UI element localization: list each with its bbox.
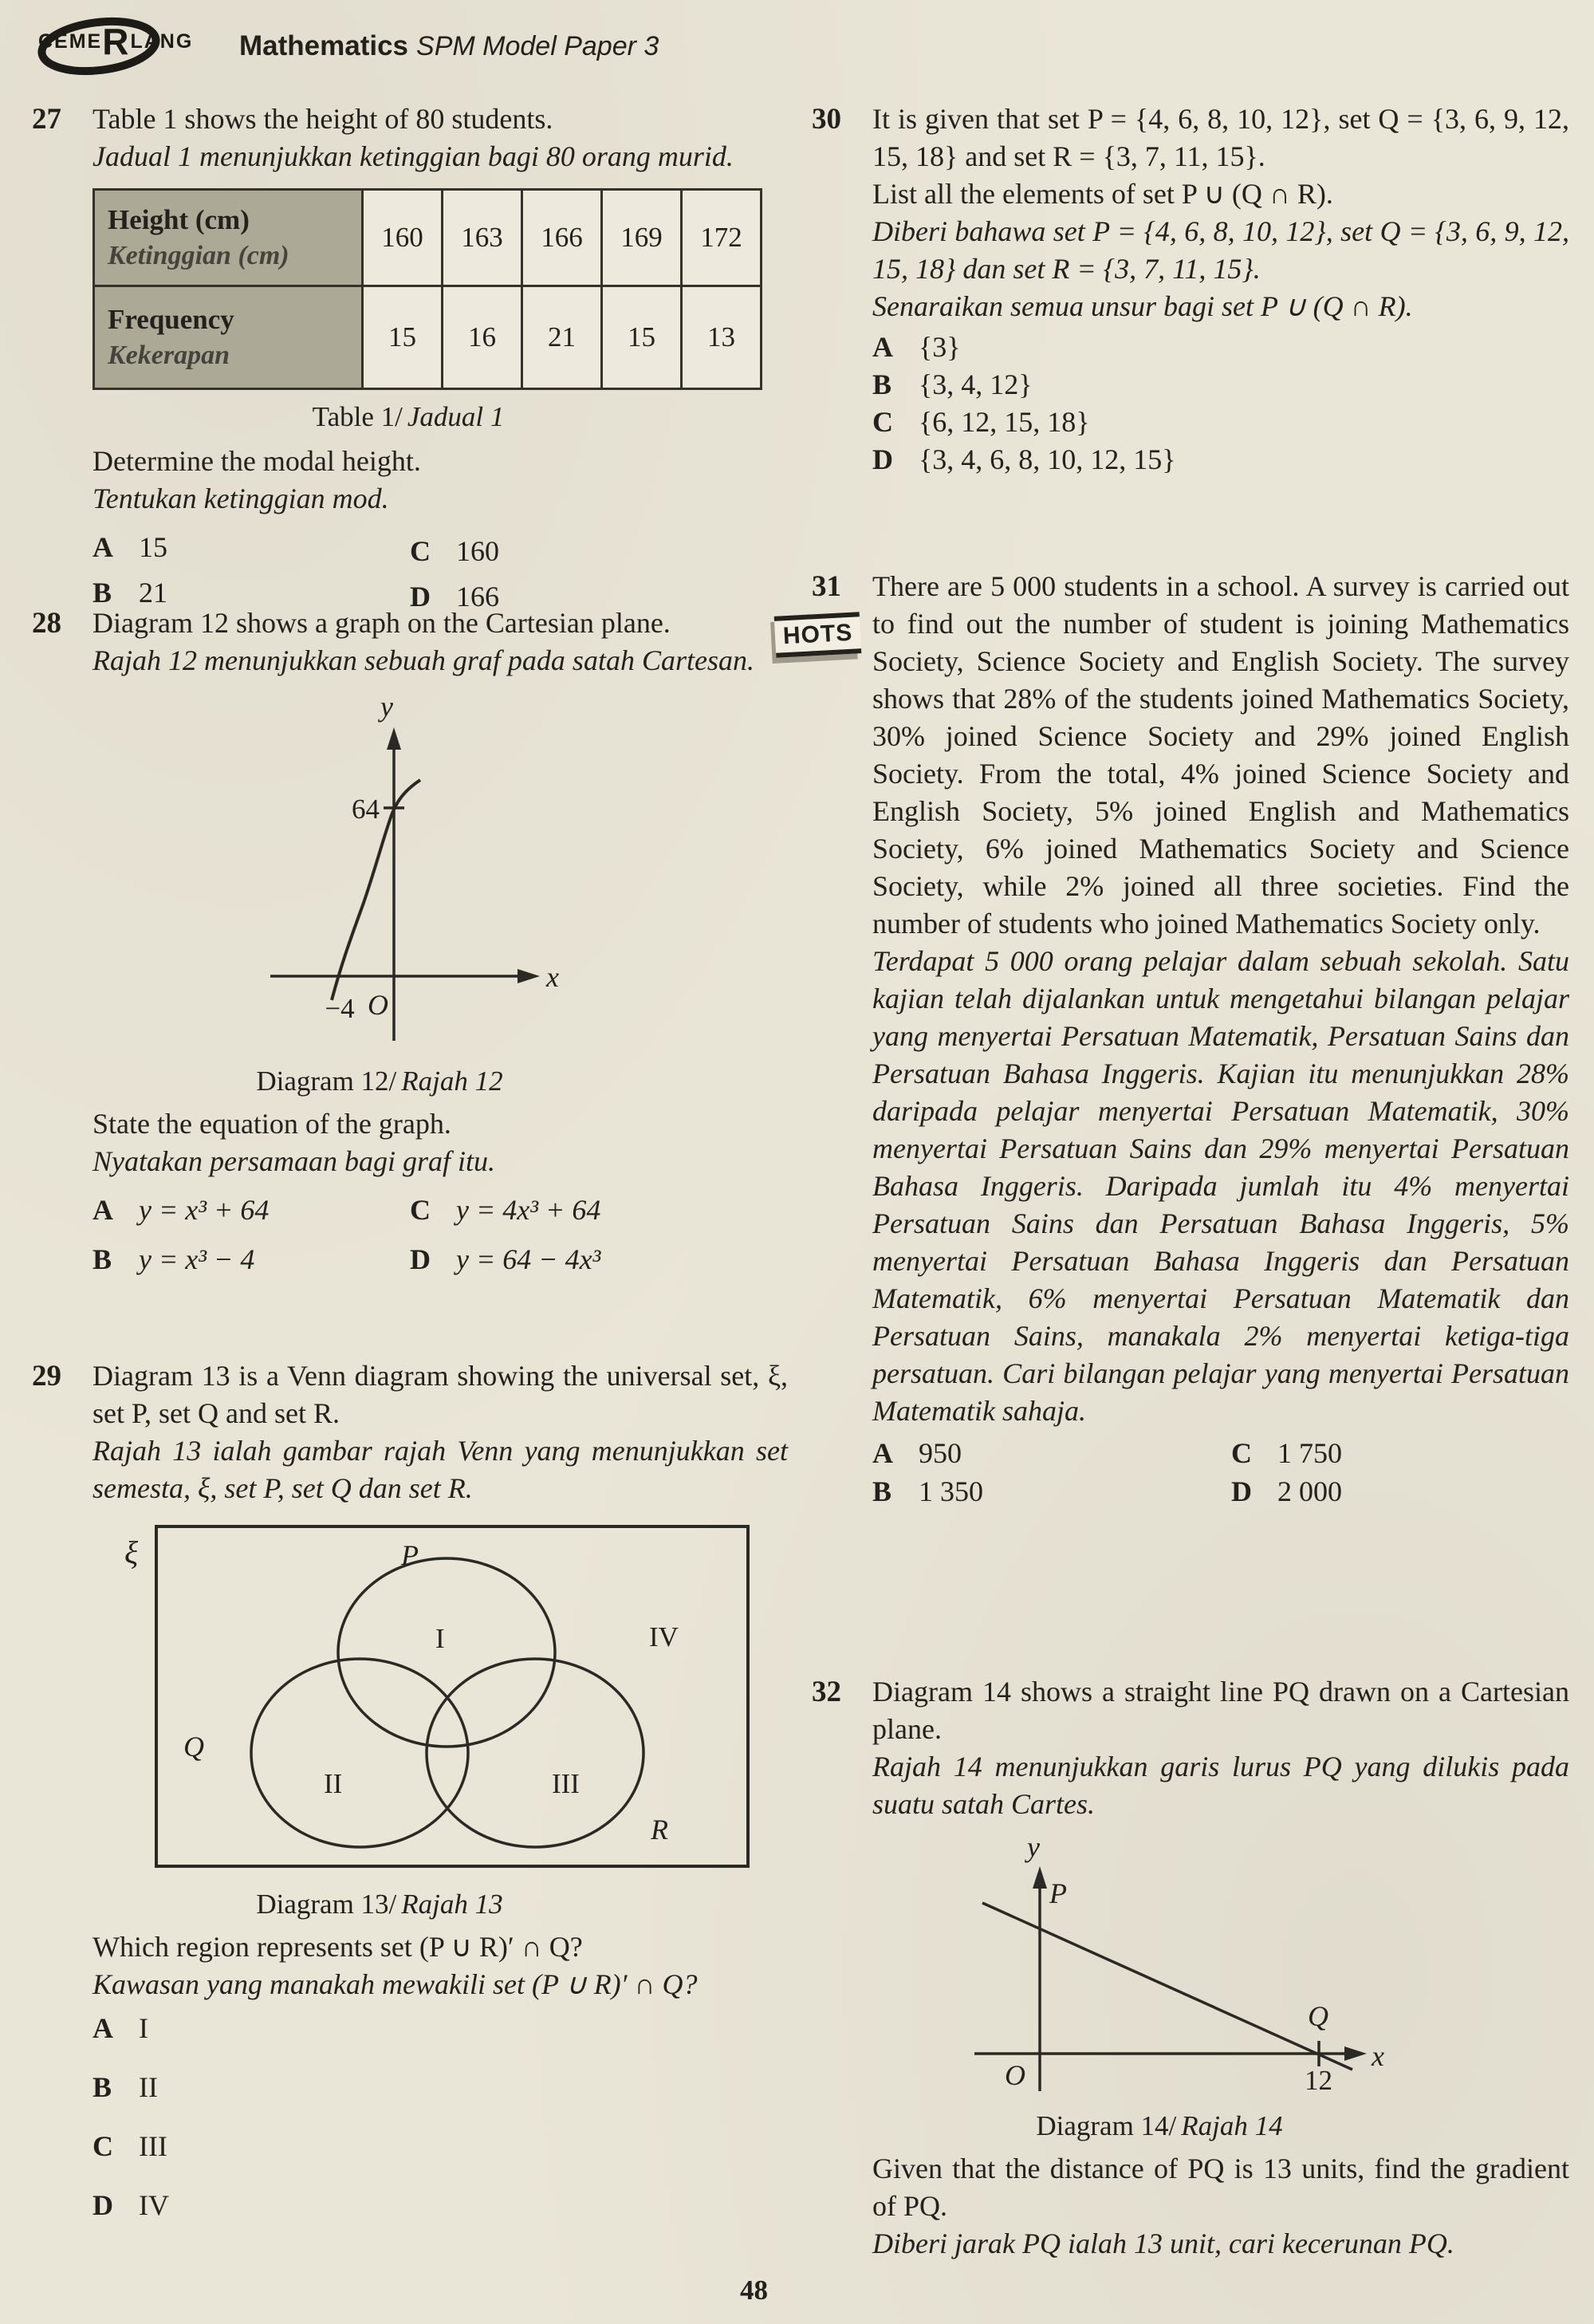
option-value: y = x³ − 4: [139, 1243, 255, 1275]
question-32-number: 32: [812, 1676, 841, 1708]
height-cell: 169: [602, 190, 682, 286]
x-axis-arrow-icon: [518, 969, 540, 983]
q27-frequency-table: [92, 188, 762, 390]
option-value: 21: [139, 577, 167, 609]
question-27: [32, 100, 791, 623]
option-letter: D: [872, 443, 893, 475]
header-frequency-en: Frequency: [108, 304, 234, 335]
option-value: {6, 12, 15, 18}: [919, 406, 1090, 438]
option-value: {3, 4, 6, 8, 10, 12, 15}: [919, 443, 1176, 475]
q27-ask-ms: Tentukan ketinggian mod.: [92, 483, 389, 514]
universal-set-label: ξ: [124, 1534, 139, 1570]
diagram-14-line-graph: [960, 1834, 1395, 2099]
option-a: [92, 2010, 791, 2047]
option-d: [1231, 1473, 1342, 1511]
option-letter: B: [92, 2071, 112, 2103]
q28-text-en: Diagram 12 shows a graph on the Cartesian plane.: [92, 607, 671, 639]
frequency-cell: 15: [602, 286, 682, 389]
q31-options: [872, 1435, 1571, 1515]
x-value-label: 12: [1305, 2065, 1332, 2096]
x-intercept-label: −4: [325, 993, 355, 1024]
option-value: 950: [919, 1437, 962, 1469]
option-letter: C: [1231, 1437, 1252, 1469]
option-letter: B: [92, 1243, 112, 1275]
header-height-en: Height (cm): [108, 204, 250, 235]
frequency-cell: 16: [443, 286, 522, 389]
diagram-13-caption-ms: Rajah 13: [401, 1889, 503, 1920]
option-value: y = x³ + 64: [139, 1194, 270, 1226]
option-value: IV: [139, 2189, 169, 2221]
question-32: [812, 1673, 1571, 2263]
option-c: [1231, 1435, 1342, 1472]
q27-text-ms: Jadual 1 menunjukkan ketinggian bagi 80 orang murid.: [92, 140, 734, 172]
option-value: 160: [456, 535, 499, 567]
q31-text-en: There are 5 000 students in a school. A survey is carried out to find out the number of student is joining Mathematics Society, Science Society and English Society. The survey shows that 28% of the students joined Mathematics Society, 30% joined Science Society and 29% joined English Society. From the total, 4% joined Science Society and English Society, 5% joined English and Mathematics Society, 6% joined Mathematics Society and Science Society, while 2% joined all three societies. Find the number of students who joined Mathematics Society only.: [872, 570, 1569, 939]
option-letter: A: [872, 331, 893, 363]
option-d: [872, 441, 1571, 479]
q28-text-ms: Rajah 12 menunjukkan sebuah graf pada satah Cartesan.: [92, 644, 754, 676]
option-letter: C: [872, 406, 893, 438]
height-cell: 160: [363, 190, 443, 286]
brand-header: [29, 13, 659, 80]
diagram-13-venn: [118, 1517, 756, 1877]
table-caption: [92, 400, 724, 435]
option-b: [872, 1473, 983, 1511]
region-iv-label: IV: [649, 1621, 679, 1652]
option-value: I: [139, 2012, 148, 2044]
x-axis-label: x: [546, 961, 559, 993]
option-letter: A: [92, 2012, 113, 2044]
q27-ask-en: Determine the modal height.: [92, 445, 421, 477]
cemerlang-logo: [29, 13, 228, 80]
table-row: [94, 190, 762, 286]
point-p-label: P: [1049, 1877, 1067, 1909]
diagram-13-caption-en: Diagram 13/: [256, 1889, 397, 1920]
frequency-cell: 21: [522, 286, 602, 389]
question-28: [32, 605, 791, 1286]
set-q-circle: [251, 1659, 468, 1847]
option-b: [872, 366, 1571, 404]
set-r-circle: [427, 1659, 644, 1847]
option-a: [92, 529, 167, 566]
option-b: [92, 1241, 254, 1278]
q28-ask-en: State the equation of the graph.: [92, 1108, 451, 1140]
x-axis-label: x: [1372, 2040, 1384, 2072]
q30-text-ms: Diberi bahawa set P = {4, 6, 8, 10, 12}, set Q = {3, 6, 9, 12, 15, 18} dan set R = {3, 7, 11, 15}.: [872, 215, 1569, 285]
option-letter: C: [92, 2130, 113, 2162]
logo-pre: CEME: [38, 30, 103, 53]
y-intercept-label: 64: [352, 794, 380, 825]
option-letter: A: [872, 1437, 893, 1469]
option-b: [92, 2069, 791, 2106]
q30-options: [872, 329, 1571, 479]
diagram-14-caption: [872, 2109, 1446, 2144]
frequency-cell: 13: [682, 286, 762, 389]
set-p-label: P: [401, 1539, 419, 1571]
option-value: y = 4x³ + 64: [456, 1194, 601, 1226]
option-letter: B: [872, 1475, 892, 1507]
table-header-height: [94, 190, 363, 286]
table-caption-ms: Jadual 1: [407, 401, 505, 432]
option-letter: D: [410, 581, 431, 613]
table-header-frequency: [94, 286, 363, 389]
region-ii-label: II: [324, 1768, 343, 1799]
question-29: [32, 1357, 791, 2224]
table-row: [94, 286, 762, 389]
line-pq: [982, 1903, 1352, 2070]
option-value: 15: [139, 531, 167, 563]
option-value: 1 750: [1277, 1437, 1342, 1469]
option-c: [410, 1192, 600, 1229]
option-letter: B: [92, 577, 112, 609]
page-number: 48: [740, 2275, 768, 2306]
logo-post: LANG: [130, 30, 194, 53]
q32-ask-ms: Diberi jarak PQ ialah 13 unit, cari kecerunan PQ.: [872, 2227, 1454, 2259]
point-q-label: Q: [1308, 2000, 1328, 2032]
option-letter: D: [1231, 1475, 1252, 1507]
x-axis-arrow-icon: [1344, 2046, 1367, 2061]
option-letter: D: [410, 1243, 431, 1275]
y-axis-arrow-icon: [1033, 1866, 1047, 1889]
option-value: 1 350: [919, 1475, 983, 1507]
q28-options: [92, 1192, 791, 1286]
origin-label: O: [368, 989, 388, 1021]
option-a: [872, 1435, 962, 1472]
option-letter: D: [92, 2189, 113, 2221]
q29-ask-ms: Kawasan yang manakah mewakili set (P ∪ R)′ ∩ Q?: [92, 1968, 698, 2000]
q32-text-en: Diagram 14 shows a straight line PQ drawn on a Cartesian plane.: [872, 1676, 1569, 1745]
paper-title-subject: Mathematics: [239, 30, 409, 61]
y-axis-arrow-icon: [387, 727, 401, 750]
set-q-label: Q: [183, 1731, 204, 1763]
region-iii-label: III: [552, 1768, 580, 1799]
option-letter: C: [410, 1194, 431, 1226]
option-value: y = 64 − 4x³: [456, 1243, 601, 1275]
paper-title-edition: SPM Model Paper 3: [416, 31, 659, 61]
set-p-circle: [338, 1558, 555, 1747]
height-cell: 163: [443, 190, 522, 286]
y-axis-label: y: [380, 691, 393, 723]
logo-wordmark: [38, 21, 194, 62]
question-30: [812, 100, 1571, 479]
q30-ask-en: List all the elements of set P ∪ (Q ∩ R).: [872, 178, 1333, 210]
height-cell: 166: [522, 190, 602, 286]
region-i-label: I: [435, 1623, 445, 1654]
hots-badge: HOTS: [774, 612, 862, 658]
q30-ask-ms: Senaraikan semua unsur bagi set P ∪ (Q ∩ R).: [872, 290, 1413, 322]
y-axis-label: y: [1027, 1834, 1040, 1863]
q29-text-ms: Rajah 13 ialah gambar rajah Venn yang menunjukkan set semesta, ξ, set P, set Q dan set R.: [92, 1435, 788, 1504]
q32-ask-en: Given that the distance of PQ is 13 units, find the gradient of PQ.: [872, 2153, 1569, 2222]
option-c: [92, 2128, 791, 2165]
table-caption-en: Table 1/: [312, 401, 403, 432]
diagram-12-caption-en: Diagram 12/: [256, 1065, 397, 1097]
diagram-12-caption-ms: Rajah 12: [401, 1065, 503, 1097]
q29-text-en: Diagram 13 is a Venn diagram showing the universal set, ξ, set P, set Q and set R.: [92, 1360, 788, 1429]
option-d: [410, 1241, 600, 1278]
diagram-12-cubic-graph: [264, 686, 567, 1054]
q31-text-ms: Terdapat 5 000 orang pelajar dalam sebuah sekolah. Satu kajian telah dijalankan untuk mengetahui bilangan pelajar yang menyertai Persatuan Matematik, Persatuan Sains dan Persatuan Bahasa Inggeris. Kajian itu menunjukkan 28% daripada pelajar menyertai Persatuan Matematik, 30% menyertai Persatuan Sains dan 29% menyertai Persatuan Bahasa Inggeris. Daripada jumlah itu 4% menyertai Persatuan Sains dan Persatuan Bahasa Inggeris, 5% menyertai Persatuan Bahasa Inggeris dan Persatuan Matematik, 6% menyertai Persatuan Matematik dan Persatuan Sains, manakala 2% menyertai ketiga-tiga persatuan. Cari bilangan pelajar yang menyertai Persatuan Matematik sahaja.: [872, 945, 1569, 1427]
frequency-cell: 15: [363, 286, 443, 389]
option-value: III: [139, 2130, 167, 2162]
question-31-number: 31: [812, 570, 841, 603]
diagram-12-caption: [92, 1064, 667, 1099]
option-a: [92, 1192, 269, 1229]
origin-label: O: [1005, 2059, 1025, 2091]
option-letter: A: [92, 1194, 113, 1226]
header-height-ms: Ketinggian (cm): [108, 241, 289, 270]
logo-big-r: R: [102, 21, 131, 62]
set-r-label: R: [651, 1814, 668, 1845]
option-letter: A: [92, 531, 113, 563]
option-c: [410, 533, 499, 570]
option-letter: B: [872, 368, 892, 400]
diagram-14-caption-en: Diagram 14/: [1036, 2110, 1177, 2141]
option-letter: C: [410, 535, 431, 567]
question-30-number: 30: [812, 103, 841, 136]
option-value: II: [139, 2071, 158, 2103]
q29-options: [92, 2010, 791, 2224]
option-value: 166: [456, 581, 499, 613]
diagram-14-caption-ms: Rajah 14: [1181, 2110, 1283, 2141]
option-a: [872, 329, 1571, 366]
q27-text-en: Table 1 shows the height of 80 students.: [92, 103, 553, 135]
q29-ask-en: Which region represents set (P ∪ R)′ ∩ Q?: [92, 1931, 583, 1963]
q28-ask-ms: Nyatakan persamaan bagi graf itu.: [92, 1145, 495, 1177]
option-value: 2 000: [1277, 1475, 1342, 1507]
height-cell: 172: [682, 190, 762, 286]
question-31: [782, 568, 1571, 1515]
diagram-13-caption: [92, 1887, 667, 1922]
option-value: {3, 4, 12}: [919, 368, 1033, 400]
q30-text-en: It is given that set P = {4, 6, 8, 10, 12}, set Q = {3, 6, 9, 12, 15, 18} and set R = {3, 7, 11, 15}.: [872, 103, 1569, 172]
q32-text-ms: Rajah 14 menunjukkan garis lurus PQ yang dilukis pada suatu satah Cartes.: [872, 1751, 1569, 1820]
question-29-number: 29: [32, 1360, 61, 1392]
question-27-number: 27: [32, 103, 61, 136]
option-c: [872, 404, 1571, 441]
option-value: {3}: [919, 331, 961, 363]
header-frequency-ms: Kekerapan: [108, 341, 230, 370]
paper-title: [239, 30, 659, 62]
option-d: [92, 2187, 791, 2224]
question-28-number: 28: [32, 607, 61, 640]
